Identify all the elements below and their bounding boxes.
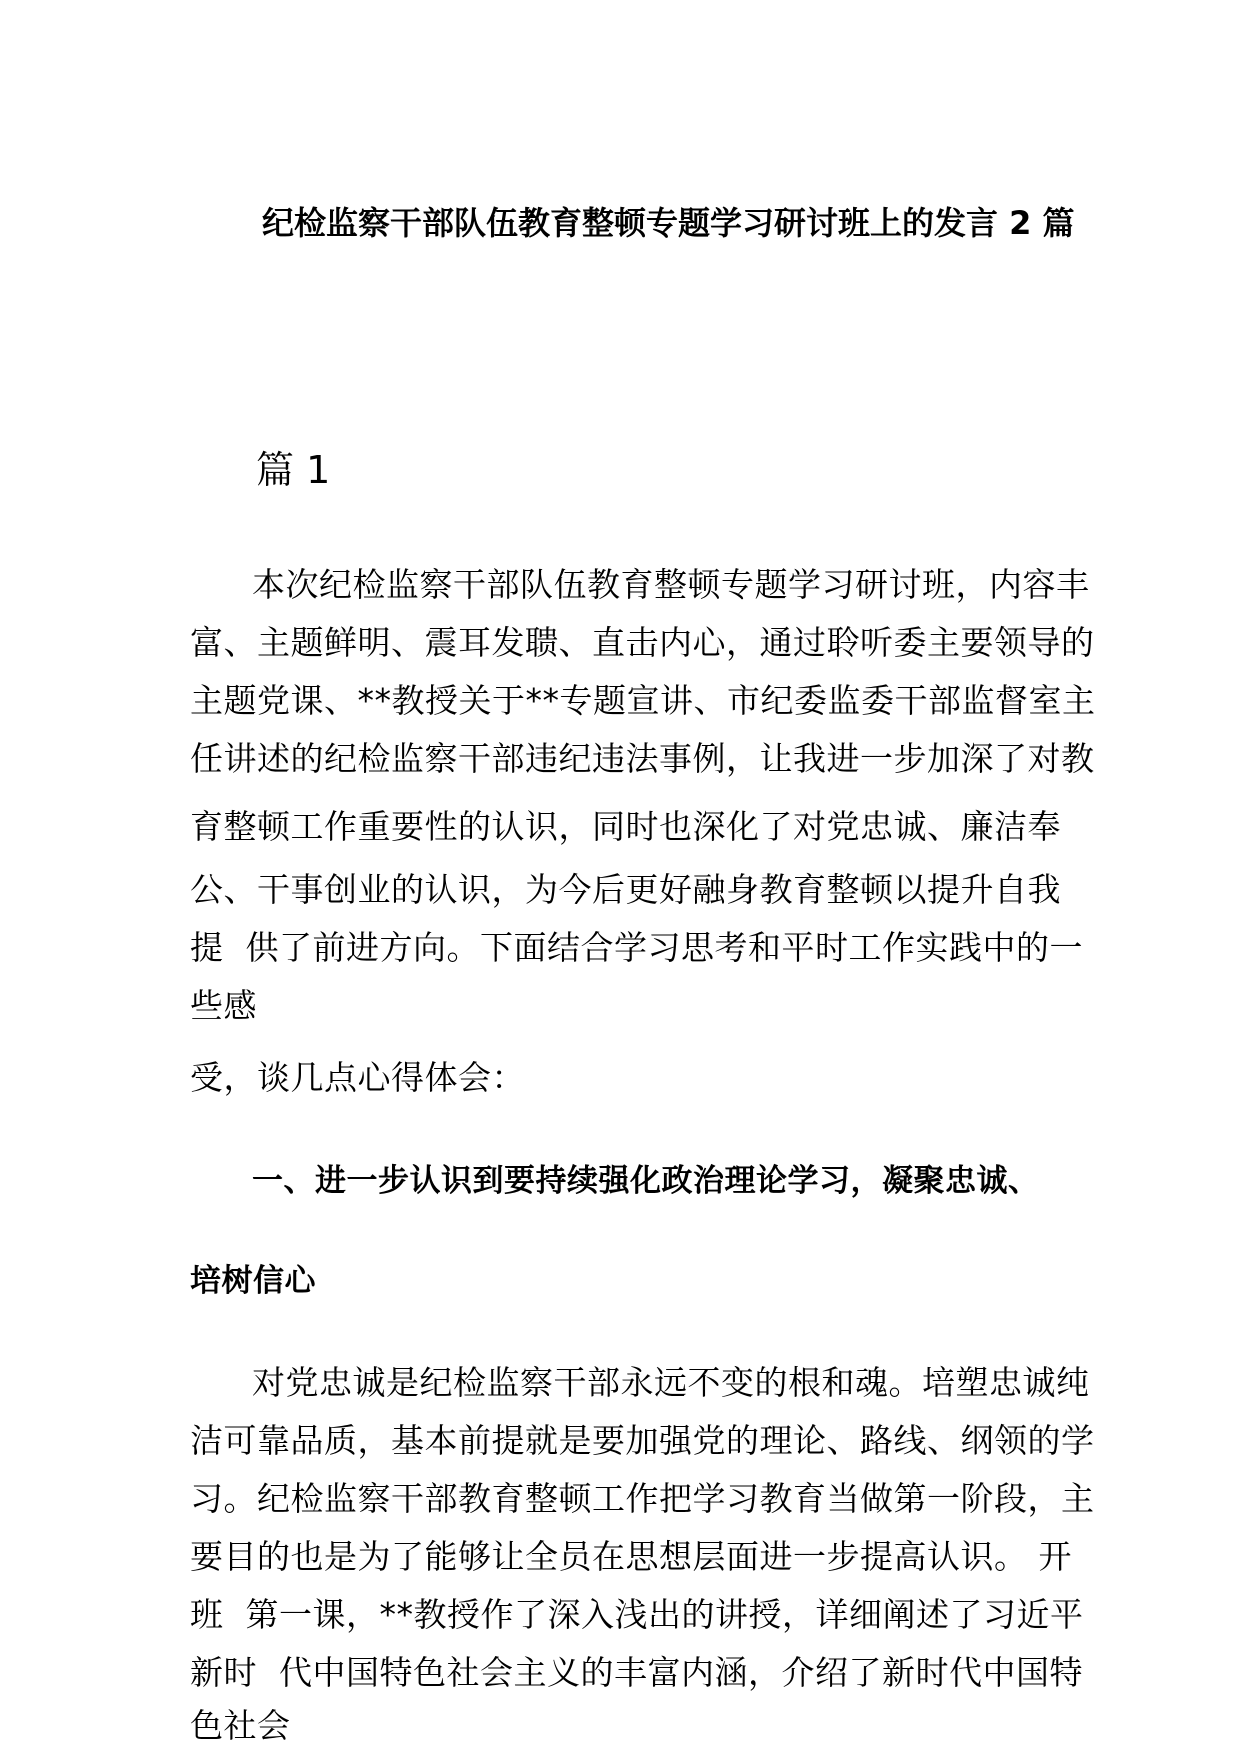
paragraph-line: 对党忠诚是纪检监察干部永远不变的根和魂。培塑忠诚纯 bbox=[252, 1363, 1090, 1402]
paragraph-line: 本次纪检监察干部队伍教育整顿专题学习研讨班，内容丰 bbox=[252, 565, 1090, 604]
section-heading: 一、进一步认识到要持续强化政治理论学习，凝聚忠诚、 bbox=[252, 1163, 1040, 1199]
paragraph-line: 任讲述的纪检监察干部违纪违法事例，让我进一步加深了对教 bbox=[190, 739, 1095, 778]
paragraph-line: 育整顿工作重要性的认识，同时也深化了对党忠诚、廉洁奉 bbox=[190, 807, 1061, 846]
paragraph-line: 主题党课、**教授关于**专题宣讲、市纪委监委干部监督室主 bbox=[190, 681, 1096, 720]
paragraph-line: 习。纪检监察干部教育整顿工作把学习教育当做第一阶段，主 bbox=[190, 1479, 1095, 1518]
paragraph-line: 些感 bbox=[190, 986, 257, 1025]
paragraph-line: 富、主题鲜明、震耳发聩、直击内心，通过聆听委主要领导的 bbox=[190, 623, 1095, 662]
paragraph-line: 受，谈几点心得体会： bbox=[190, 1058, 525, 1097]
document-title: 纪检监察干部队伍教育整顿专题学习研讨班上的发言 2 篇 bbox=[262, 204, 1075, 242]
paragraph-line: 色社会 bbox=[190, 1706, 291, 1745]
section-heading: 培树信心 bbox=[190, 1263, 316, 1299]
paragraph-line: 公、干事创业的认识，为今后更好融身教育整顿以提升自我 bbox=[190, 870, 1061, 909]
chapter-heading: 篇 1 bbox=[256, 448, 331, 492]
paragraph-line: 洁可靠品质，基本前提就是要加强党的理论、路线、纲领的学 bbox=[190, 1421, 1095, 1460]
paragraph-line: 提 供了前进方向。下面结合学习思考和平时工作实践中的一 bbox=[190, 928, 1083, 967]
paragraph-line: 班 第一课，**教授作了深入浅出的讲授，详细阐述了习近平 bbox=[190, 1595, 1084, 1634]
paragraph-line: 要目的也是为了能够让全员在思想层面进一步提高认识。 开 bbox=[190, 1537, 1072, 1576]
paragraph-line: 新时 代中国特色社会主义的丰富内涵，介绍了新时代中国特 bbox=[190, 1653, 1083, 1692]
